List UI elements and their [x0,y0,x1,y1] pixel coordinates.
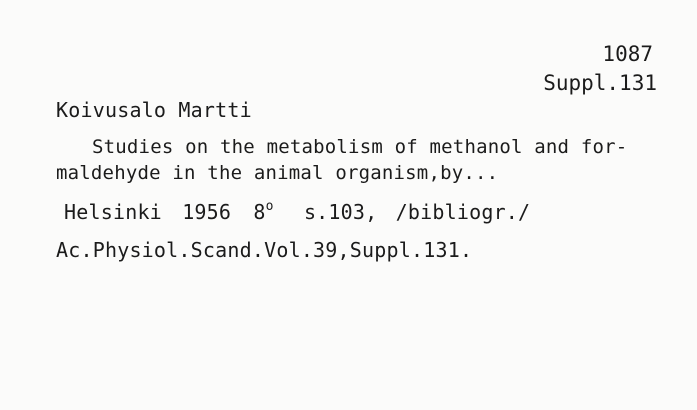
title-line-2: maldehyde in the animal organism,by... [56,162,499,184]
imprint-format-number: 8 [253,200,266,224]
title-line-1: Studies on the metabolism of methanol and for- [92,136,628,158]
imprint-pages: s.103, [303,200,378,224]
series-number: Suppl.131 [543,71,657,95]
series-line: Ac.Physiol.Scand.Vol.39,Suppl.131. [56,238,473,262]
imprint-note: /bibliogr./ [395,200,531,224]
imprint-format [253,200,273,224]
imprint-line [64,199,530,224]
author-heading: Koivusalo Martti [56,98,252,122]
imprint-year: 1956 [182,200,232,224]
imprint-place: Helsinki [64,200,162,224]
imprint-format-superscript: o [265,199,274,214]
call-number: 1087 [602,42,653,66]
